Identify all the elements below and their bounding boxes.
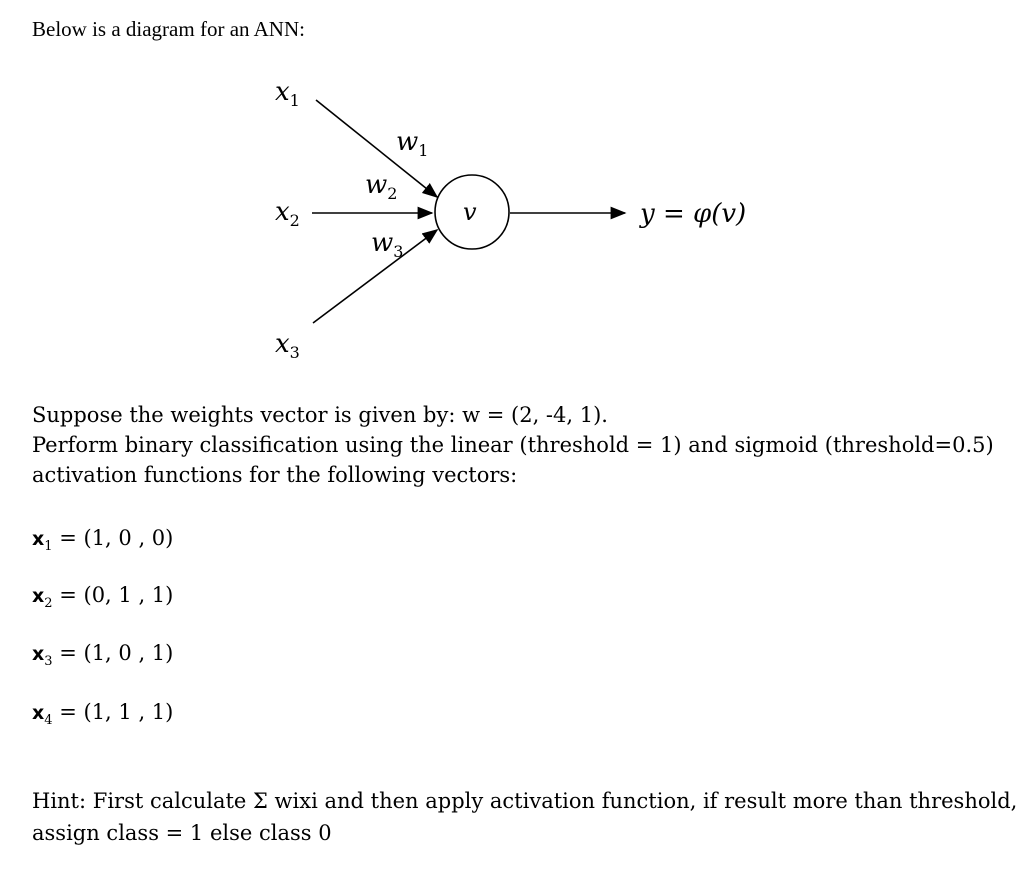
output-label: y = φ(v) xyxy=(640,199,747,229)
intro-text: Below is a diagram for an ANN: xyxy=(32,17,305,41)
vector-x3: $x_3 = (1$, 0 , 1) xyxy=(32,641,174,670)
vector-x2: $x_2 = (0$, 1 , 1) xyxy=(32,583,174,612)
input-x1-label: $x_1$ xyxy=(275,77,300,110)
node-v-label: v xyxy=(463,198,477,226)
weight-w3-label: $w_3$ xyxy=(371,228,404,261)
vector-x4: $x_4 = (1$, 1 , 1) xyxy=(32,700,174,729)
problem-line-1: Suppose the weights vector is given by: w = (2, -4, 1). xyxy=(32,403,608,427)
vector-x1: $x_1 = (1$, 0 , 0) xyxy=(32,526,174,555)
problem-line-2: Perform binary classification using the linear (threshold = 1) and sigmoid (threshold=0.5) xyxy=(32,433,994,457)
problem-statement xyxy=(32,400,994,490)
hint-line-1: Hint: First calculate Σ wixi and then apply activation function, if result more than threshold, xyxy=(32,789,1018,813)
problem-line-3: activation functions for the following vectors: xyxy=(32,463,518,487)
input-x2-label: $x_2$ xyxy=(275,197,300,230)
hint-text xyxy=(32,785,1017,849)
input-x3-label: $x_3$ xyxy=(275,329,300,362)
hint-line-2: assign class = 1 else class 0 xyxy=(32,821,332,845)
weight-w2-label: $w_2$ xyxy=(365,170,398,203)
ann-diagram xyxy=(0,0,1024,400)
weight-w1-label: $w_1$ xyxy=(396,127,429,160)
